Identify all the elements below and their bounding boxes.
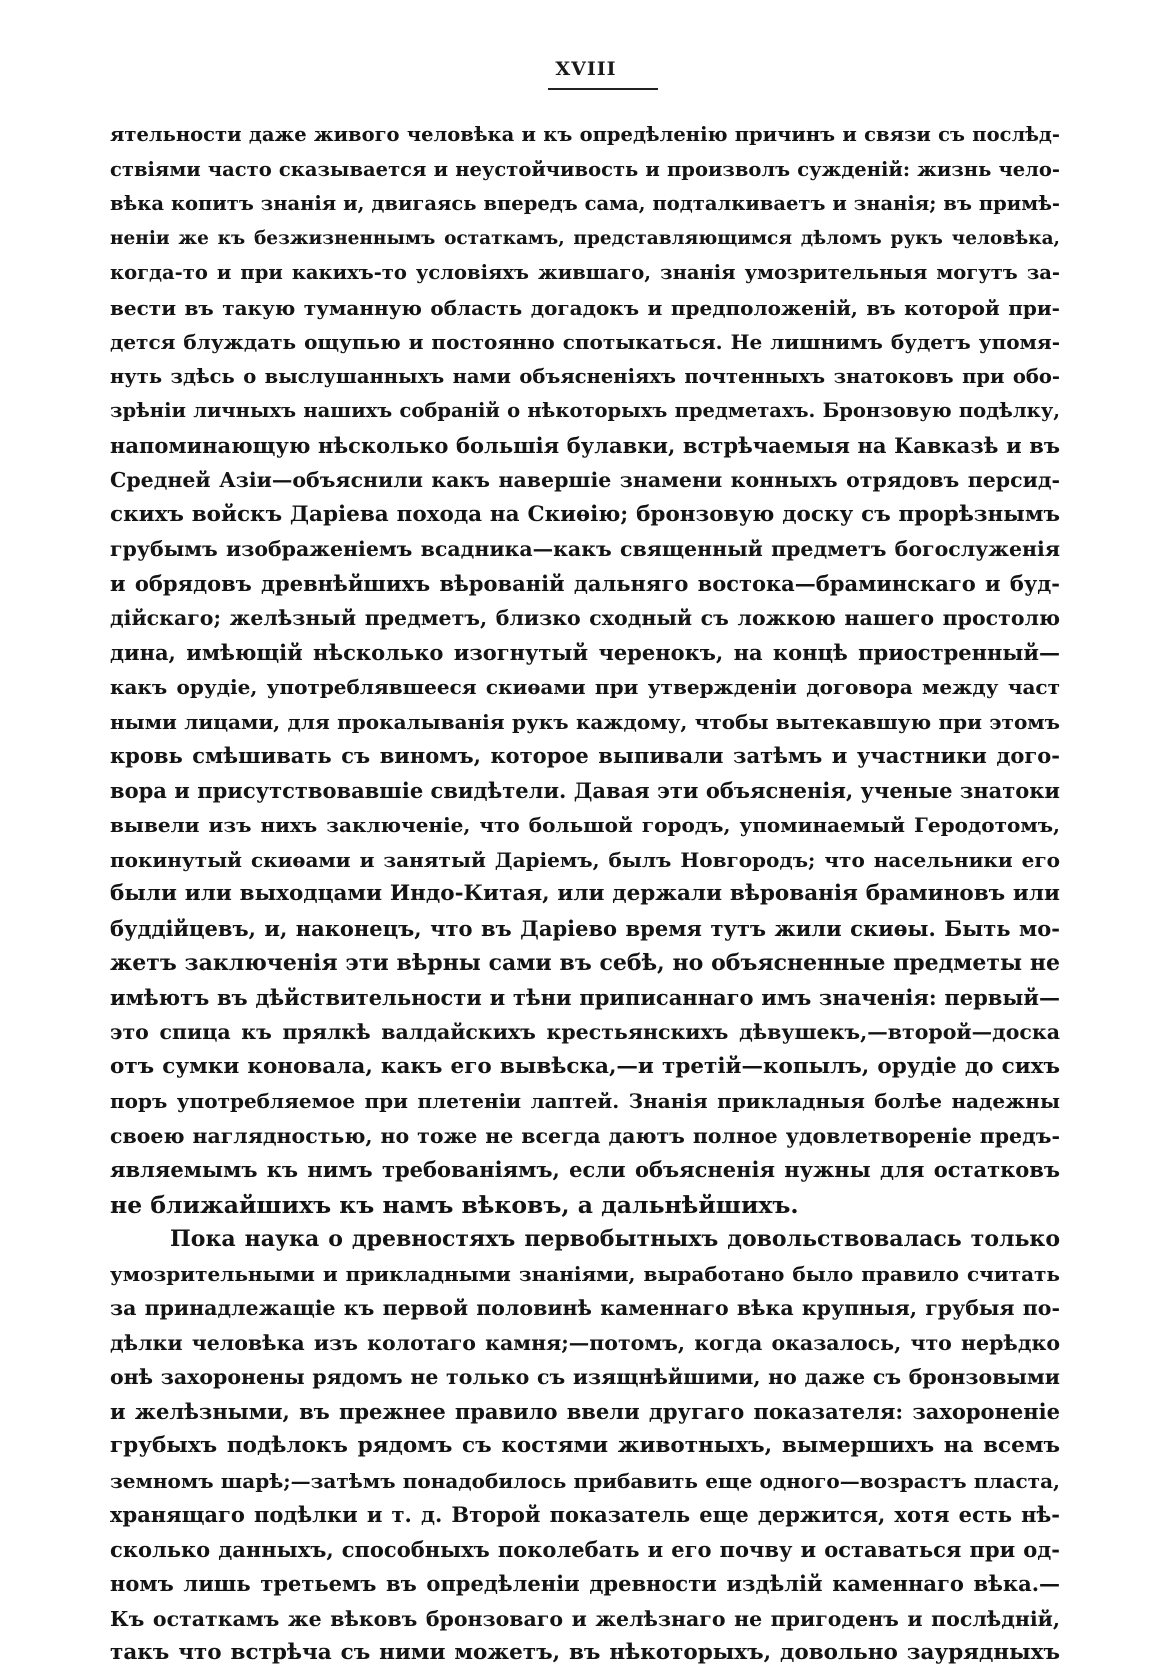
page-number: XVIII <box>555 58 617 80</box>
text-line: дина, имѣющій нѣсколько изогнутый черенокъ, на концѣ приостренный— <box>110 639 1060 665</box>
page-number-rule <box>548 88 658 90</box>
text-line: вѣка копитъ знанія и, двигаясь впередъ сама, подталкиваетъ и знанія; въ примѣ- <box>110 192 1060 215</box>
text-line: грубымъ изображеніемъ всадника—какъ священный предметъ богослуженія <box>110 537 1060 561</box>
text-line: были или выходцами Индо-Китая, или держали вѣрованія браминовъ или <box>110 881 1060 906</box>
text-line: отъ сумки коновала, какъ его вывѣска,—и третій—копылъ, орудіе до сихъ <box>110 1053 1060 1079</box>
text-line: являемымъ къ нимъ требованіямъ, если объясненія нужны для остатковъ <box>110 1157 1060 1182</box>
text-line: жетъ заключенія эти вѣрны сами въ себѣ, но объясненные предметы не <box>110 950 1060 976</box>
text-line: онѣ захоронены рядомъ не только съ изящнѣйшими, но даже съ бронзовыми <box>110 1365 1060 1389</box>
text-line: сколько данныхъ, способныхъ поколебать и его почву и оставаться при од- <box>110 1536 1060 1562</box>
text-line: ятельности даже живого человѣка и къ опредѣленію причинъ и связи съ послѣд- <box>110 123 1060 146</box>
text-line: скихъ войскъ Даріева похода на Скиѳію; бронзовую доску съ прорѣзнымъ <box>110 501 1060 527</box>
text-line: поръ употребляемое при плетеніи лаптей. Знанія прикладныя болѣе надежны <box>110 1089 1060 1113</box>
text-line: имѣютъ въ дѣйствительности и тѣни приписаннаго имъ значенія: первый— <box>110 984 1060 1010</box>
text-line: такъ что встрѣча съ ними можетъ, въ нѣкоторыхъ, довольно заурядныхъ <box>110 1640 1060 1665</box>
text-line: дѣлки человѣка изъ колотаго камня;—потомъ, когда оказалось, что нерѣдко <box>110 1330 1060 1355</box>
text-line: земномъ шарѣ;—затѣмъ понадобилось прибавить еще одного—возрастъ пласта, <box>110 1468 1060 1493</box>
text-line: дійскаго; желѣзный предметъ, близко сходный съ ложкою нашего простолю <box>110 606 1060 630</box>
text-line: ными лицами, для прокалыванія рукъ каждому, чтобы вытекавшую при этомъ <box>110 709 1060 734</box>
paragraph-end-line: не ближайшихъ къ намъ вѣковъ, а дальнѣйшихъ. <box>110 1190 799 1219</box>
text-line: вести въ такую туманную область догадокъ и предположеній, въ которой при- <box>110 295 1060 320</box>
text-line: своею наглядностью, но тоже не всегда даютъ полное удовлетвореніе предъ- <box>110 1123 1060 1148</box>
text-line: буддійцевъ, и, наконецъ, что въ Даріево время тутъ жили скиѳы. Быть мо- <box>110 915 1060 941</box>
text-line: грубыхъ подѣлокъ рядомъ съ костями животныхъ, вымершихъ на всемъ <box>110 1433 1060 1458</box>
text-line: хранящаго подѣлки и т. д. Второй показатель еще держится, хотя есть нѣ- <box>110 1502 1060 1527</box>
text-line: Къ остаткамъ же вѣковъ бронзоваго и желѣзнаго не пригоденъ и послѣдній, <box>110 1606 1060 1631</box>
text-line: какъ орудіе, употреблявшееся скиѳами при утвержденіи договора между част <box>110 675 1060 699</box>
text-line: это спица къ прялкѣ валдайскихъ крестьянскихъ дѣвушекъ,—второй—доска <box>110 1020 1060 1044</box>
text-line: нуть здѣсь о выслушанныхъ нами объясненіяхъ почтенныхъ знатоковъ при обо- <box>110 364 1060 388</box>
text-line: покинутый скиѳами и занятый Даріемъ, былъ Новгородъ; что насельники его <box>110 847 1060 872</box>
text-line: и обрядовъ древнѣйшихъ вѣрованій дальняго востока—браминскаго и буд- <box>110 570 1060 596</box>
text-line: кровь смѣшивать съ виномъ, которое выпивали затѣмъ и участники дого- <box>110 743 1060 768</box>
text-line: напоминающую нѣсколько большія булавки, встрѣчаемыя на Кавказѣ и въ <box>110 432 1060 458</box>
text-line: дется блуждать ощупью и постоянно спотыкаться. Не лишнимъ будетъ упомя- <box>110 330 1060 354</box>
text-line: неніи же къ безжизненнымъ остаткамъ, представляющимся дѣломъ рукъ человѣка, <box>110 227 1060 249</box>
text-line: за принадлежащіе къ первой половинѣ каменнаго вѣка крупныя, грубыя по- <box>110 1296 1060 1320</box>
text-line: и желѣзными, въ прежнее правило ввели другаго показателя: захороненіе <box>110 1398 1060 1424</box>
text-line: номъ лишь третьемъ въ опредѣленіи древности издѣлій каменнаго вѣка.— <box>110 1571 1060 1596</box>
text-line: когда-то и при какихъ-то условіяхъ жившаго, знанія умозрительныя могутъ за- <box>110 261 1060 284</box>
text-line: вора и присутствовавшіе свидѣтели. Давая эти объясненія, ученые знатоки <box>110 777 1060 803</box>
text-line: умозрительными и прикладными знаніями, выработано было правило считать <box>110 1261 1060 1286</box>
text-line: вывели изъ нихъ заключеніе, что большой городъ, упоминаемый Геродотомъ, <box>110 813 1060 837</box>
text-line: зрѣніи личныхъ нашихъ собраній о нѣкоторыхъ предметахъ. Бронзовую подѣлку, <box>110 399 1060 422</box>
paragraph-start-line: Пока наука о древностяхъ первобытныхъ довольствовалась только <box>170 1226 1060 1252</box>
body-text <box>110 118 1060 1671</box>
text-line: Средней Азіи—объяснили какъ навершіе знамени конныхъ отрядовъ персид- <box>110 468 1060 492</box>
text-line: ствіями часто сказывается и неустойчивость и произволъ сужденій: жизнь чело- <box>110 157 1060 181</box>
